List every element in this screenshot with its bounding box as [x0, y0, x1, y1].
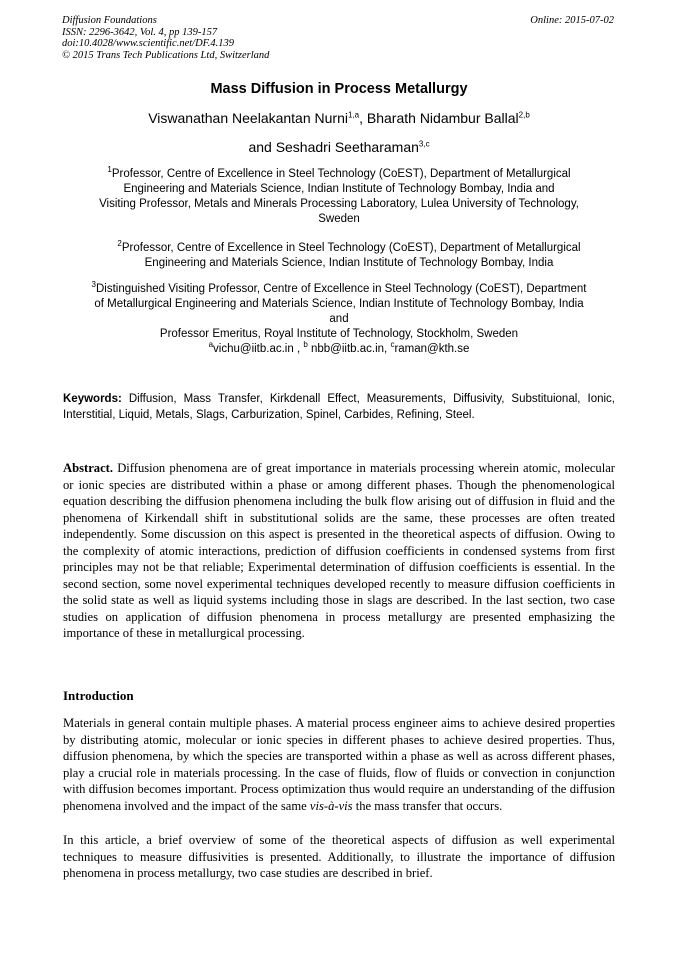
affiliation-1	[62, 167, 616, 227]
author-line-2	[40, 133, 638, 162]
affiliation-line: Visiting Professor, Metals and Minerals Processing Laboratory, Lulea University of Technology,	[99, 198, 579, 210]
keywords-section	[63, 392, 615, 423]
affiliation-line: Professor Emeritus, Royal Institute of Technology, Stockholm, Sweden	[159, 328, 519, 340]
affiliation-line: Sweden	[318, 213, 360, 225]
journal-header	[62, 15, 269, 61]
introduction-paragraph-1	[63, 715, 615, 814]
affiliation-sup: 2	[117, 239, 122, 249]
affiliation-2	[84, 241, 614, 271]
affiliation-line: Engineering and Materials Science, Indian Institute of Technology Bombay, India and	[123, 183, 555, 195]
email-sup: a	[208, 340, 214, 350]
affiliation-line: and	[329, 313, 349, 325]
paragraph-text: the mass transfer that occurs.	[352, 798, 503, 813]
paragraph-italic-text: vis-à-vis	[309, 798, 353, 813]
journal-copyright: © 2015 Trans Tech Publications Ltd, Switzerland	[62, 49, 270, 61]
keywords-label: Keywords:	[63, 393, 122, 405]
keywords-text: Diffusion, Mass Transfer, Kirkdenall Effect, Measurements, Diffusivity, Substituional, Ionic, Interstitial, Liquid, Metals, Slags, Carburization, Spinel, Carbides, Refining, Steel.	[63, 393, 615, 421]
journal-doi: doi:10.4028/www.scientific.net/DF.4.139	[62, 38, 234, 49]
email-address: raman@kth.se	[394, 343, 470, 355]
affiliation-sup: 3	[91, 280, 96, 290]
affiliation-line: Professor, Centre of Excellence in Steel Technology (CoEST), Department of Metallurgical	[111, 168, 571, 180]
author-name: Seshadri Seetharaman	[275, 139, 419, 155]
author-separator: ,	[359, 110, 367, 126]
abstract-section	[63, 460, 615, 642]
abstract-label: Abstract.	[63, 461, 114, 475]
journal-issn: ISSN: 2296-3642, Vol. 4, pp 139-157	[62, 26, 218, 38]
affiliation-line: Professor, Centre of Excellence in Steel Technology (CoEST), Department of Metallurgical	[121, 242, 581, 254]
author-sup: 2,b	[518, 110, 530, 120]
paragraph-text: Materials in general contain multiple phases. A material process engineer aims to achieve desired properties by distributing atomic, molecular or ionic species in different phases to achieve desired properties. Thus, diffusion phenomena, by which the species are transported within a phase as well as across different phases, play a crucial role in materials processing. In the case of fluids, flow of fluids or convection in conjunction with diffusion becomes important. Process optimization thus would require an understanding of the diffusion phenomena involved and the impact of the same	[63, 716, 615, 813]
introduction-heading: Introduction	[63, 688, 134, 703]
author-name: Viswanathan Neelakantan Nurni	[148, 110, 348, 126]
affiliation-line: Engineering and Materials Science, Indian Institute of Technology Bombay, India	[144, 257, 554, 269]
author-list	[40, 104, 638, 162]
email-address: vichu@iitb.ac.in ,	[213, 343, 304, 355]
affiliation-line: Distinguished Visiting Professor, Centre of Excellence in Steel Technology (CoEST), Department	[95, 283, 587, 295]
abstract-text: Diffusion phenomena are of great importance in materials processing wherein atomic, molecular or ionic species are distributed within a phase or among different phases. Though the phenomenological equation describing the diffusion phenomena including the bulk flow arising out of diffusion in fluid and the phenomena of Kirkendall shift in substitutional solids are the same, these processes are often treated independently. Some discussion on this aspect is presented in the theoretical aspects of diffusion. Owing to the complexity of atomic interactions, prediction of diffusion coefficients in condensed systems from first principles may not be that reliable; Experimental determination of diffusion coefficients is essential. In the second section, some novel experimental techniques developed recently to measure diffusion coefficients in the solid state as well as liquid systems including those in slags are described. In the last section, two case studies on application of diffusion phenomena in process metallurgy are presented emphasizing the importance of these in metallurgical processing.	[63, 461, 615, 640]
author-conjunction: and	[248, 139, 276, 155]
email-sup: c	[390, 340, 395, 350]
affiliation-line: of Metallurgical Engineering and Materials Science, Indian Institute of Technology Bombay, India	[94, 298, 584, 310]
email-line	[58, 342, 620, 357]
author-sup: 3,c	[418, 139, 430, 149]
journal-name: Diffusion Foundations	[62, 15, 157, 26]
author-name: Bharath Nidambur Ballal	[366, 110, 519, 126]
online-date: Online: 2015-07-02	[530, 15, 614, 26]
affiliation-3	[58, 282, 620, 357]
email-address: nbb@iitb.ac.in,	[307, 343, 391, 355]
introduction-paragraph-2: In this article, a brief overview of some of the theoretical aspects of diffusion as well experimental techniques to measure diffusivities is presented. Additionally, to illustrate the importance of diffusion phenomena in process metallurgy, two case studies are described in brief.	[63, 833, 615, 880]
paper-title: Mass Diffusion in Process Metallurgy	[210, 81, 468, 97]
author-sup: 1,a	[347, 110, 360, 120]
email-sup: b	[303, 340, 308, 350]
affiliation-sup: 1	[107, 165, 112, 175]
author-line-1	[40, 104, 638, 133]
